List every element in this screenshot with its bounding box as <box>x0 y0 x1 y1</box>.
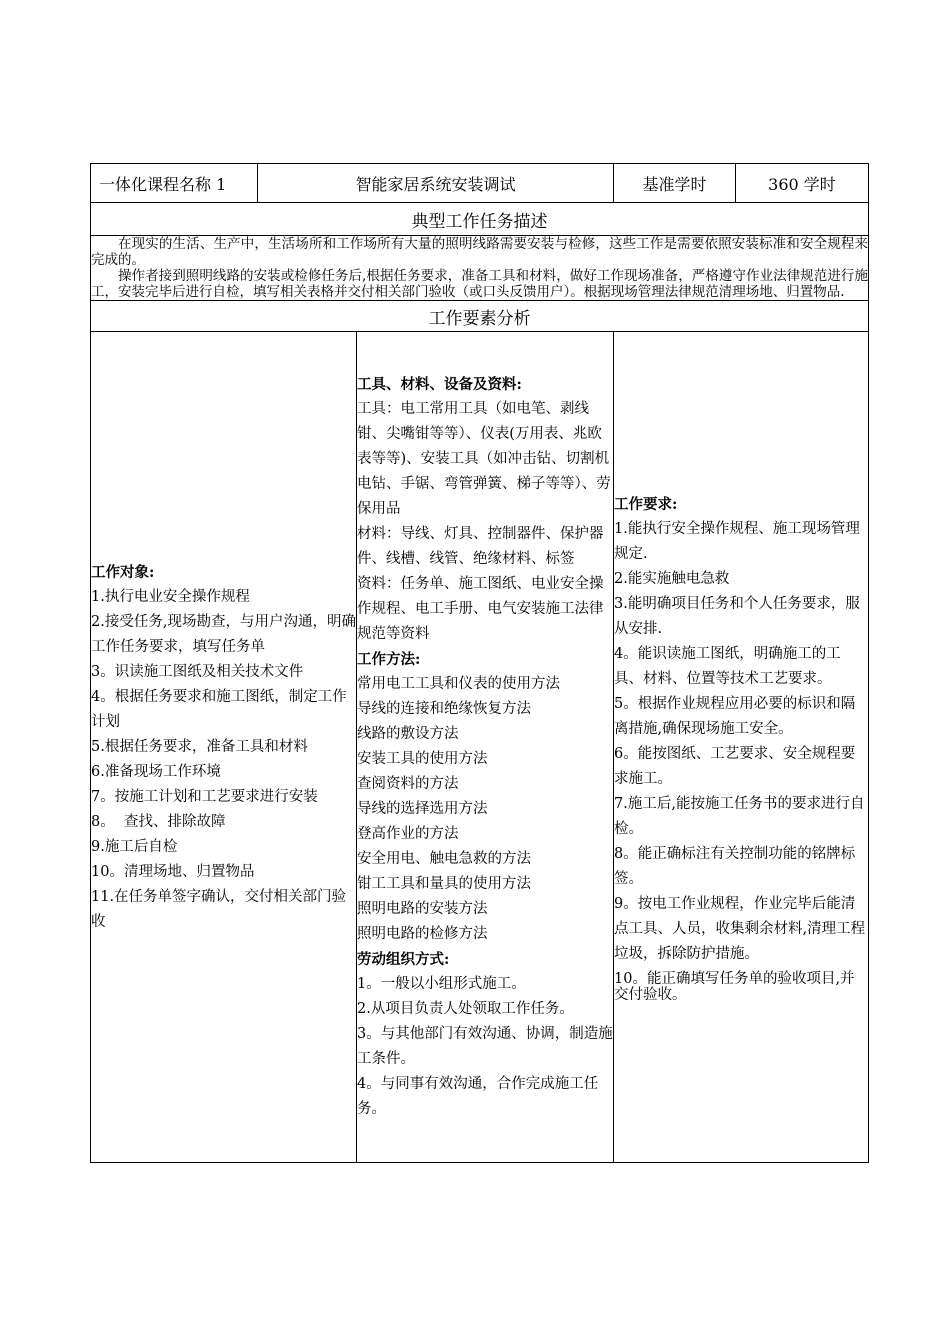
analysis-section-title: 工作要素分析 <box>91 301 869 332</box>
course-name: 智能家居系统安装调试 <box>258 164 614 203</box>
requirement-item: 6。能按图纸、工艺要求、安全规程要求施工。 <box>614 745 856 787</box>
labor-item: 3。与其他部门有效沟通、协调，制造施工条件。 <box>357 1026 613 1067</box>
method-item: 钳工工具和量具的使用方法 <box>357 876 531 892</box>
labor-item: 4。与同事有效沟通，合作完成施工任务。 <box>357 1076 599 1117</box>
requirements-list <box>614 517 868 967</box>
requirement-item-last: 10。能正确填写任务单的验收项目,并交付验收。 <box>614 970 855 1003</box>
work-object-item: 1.执行电业安全操作规程 <box>91 588 250 605</box>
work-objects-cell <box>91 332 357 1163</box>
method-item: 照明电路的检修方法 <box>357 926 488 942</box>
requirement-item: 3.能明确项目任务和个人任务要求，服从安排. <box>614 595 860 637</box>
requirements-cell <box>614 332 869 1163</box>
work-object-item: 11.在任务单签字确认，交付相关部门验收 <box>91 888 347 930</box>
task-paragraph: 操作者接到照明线路的安装或检修任务后,根据任务要求，准备工具和材料，做好工作现场准备，严格遵守作业法律规范进行施工，安装完毕后进行自检，填写相关表格并交付相关部门验收（或口头反馈用户）。根据现场管理法律规范清理场地、归置物品. <box>91 268 868 300</box>
task-section-title: 典型工作任务描述 <box>91 203 869 236</box>
course-document <box>90 163 868 1163</box>
course-table <box>90 163 869 1163</box>
course-name-label: 一体化课程名称 1 <box>91 164 258 203</box>
methods-heading: 工作方法: <box>357 651 421 668</box>
work-objects-heading: 工作对象: <box>91 563 155 581</box>
method-item: 照明电路的安装方法 <box>357 901 488 917</box>
work-object-item: 7。按施工计划和工艺要求进行安装 <box>91 788 318 805</box>
method-item: 登高作业的方法 <box>357 826 459 842</box>
requirement-item: 2.能实施触电急救 <box>614 570 730 587</box>
requirement-item: 5。根据作业规程应用必要的标识和隔离措施,确保现场施工安全。 <box>614 695 856 737</box>
work-object-item: 6.准备现场工作环境 <box>91 763 221 780</box>
work-object-item: 2.接受任务,现场勘查，与用户沟通，明确工作任务要求，填写任务单 <box>91 613 356 655</box>
analysis-columns-row <box>91 332 869 1163</box>
method-item: 线路的敷设方法 <box>357 726 459 742</box>
method-item: 查阅资料的方法 <box>357 776 459 792</box>
tools-heading: 工具、材料、设备及资料: <box>357 376 522 393</box>
labor-list <box>357 972 613 1122</box>
labor-heading: 劳动组织方式: <box>357 951 450 968</box>
requirement-item: 8。能正确标注有关控制功能的铭牌标签。 <box>614 845 856 887</box>
work-object-item: 5.根据任务要求，准备工具和材料 <box>91 738 308 755</box>
requirements-heading: 工作要求: <box>614 495 678 513</box>
work-objects-list <box>91 585 356 935</box>
requirement-item: 1.能执行安全操作规程、施工现场管理规定. <box>614 520 860 562</box>
methods-list <box>357 672 613 947</box>
tools-item: 资料：任务单、施工图纸、电业安全操作规程、电工手册、电气安装施工法律规范等资料 <box>357 576 604 642</box>
hours-label: 基准学时 <box>614 164 736 203</box>
requirement-item: 7.施工后,能按施工任务书的要求进行自检。 <box>614 795 865 837</box>
tools-item: 材料：导线、灯具、控制器件、保护器件、线槽、线管、绝缘材料、标签 <box>357 526 604 567</box>
work-object-item: 8。 查找、排除故障 <box>91 813 226 830</box>
tools-cell <box>357 332 614 1163</box>
analysis-title-row <box>91 301 869 332</box>
work-object-item: 3。识读施工图纸及相关技术文件 <box>91 663 304 680</box>
task-description <box>91 236 869 301</box>
work-object-item: 10。清理场地、归置物品 <box>91 863 255 880</box>
hours-value: 360 学时 <box>736 164 869 203</box>
requirement-item: 9。按电工作业规程，作业完毕后能清点工具、人员，收集剩余材料,清理工程垃圾，拆除防护措施。 <box>614 895 866 962</box>
tools-item: 工具：电工常用工具（如电笔、剥线钳、尖嘴钳等等）、仪表(万用表、兆欧表等等)、安装工具（如冲击钻、切割机电钻、手锯、弯管弹簧、梯子等等）、劳保用品 <box>357 401 611 517</box>
task-description-row <box>91 236 869 301</box>
header-row <box>91 164 869 203</box>
tools-list <box>357 397 613 647</box>
method-item: 常用电工工具和仪表的使用方法 <box>357 676 560 692</box>
method-item: 安装工具的使用方法 <box>357 751 488 767</box>
method-item: 安全用电、触电急救的方法 <box>357 851 531 867</box>
task-paragraph: 在现实的生活、生产中，生活场所和工作场所有大量的照明线路需要安装与检修，这些工作是需要依照安装标准和安全规程来完成的。 <box>91 236 868 268</box>
labor-item: 1。一般以小组形式施工。 <box>357 976 526 992</box>
labor-item: 2.从项目负责人处领取工作任务。 <box>357 1001 574 1017</box>
task-title-row <box>91 203 869 236</box>
requirement-item: 4。能识读施工图纸，明确施工的工具、材料、位置等技术工艺要求。 <box>614 645 841 687</box>
method-item: 导线的选择选用方法 <box>357 801 488 817</box>
work-object-item: 4。根据任务要求和施工图纸，制定工作计划 <box>91 688 347 730</box>
method-item: 导线的连接和绝缘恢复方法 <box>357 701 531 717</box>
work-object-item: 9.施工后自检 <box>91 838 178 855</box>
